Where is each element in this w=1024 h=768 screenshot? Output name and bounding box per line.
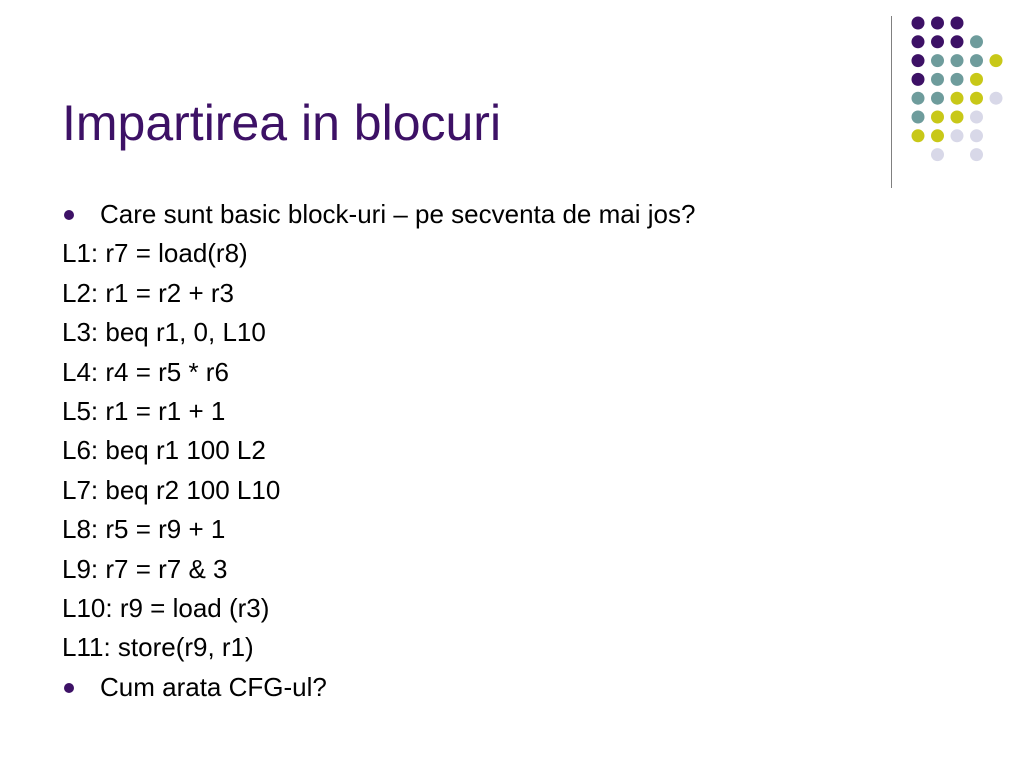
decorative-dot [912,129,925,142]
code-line: L11: store(r9, r1) [62,632,254,663]
decorative-dot [970,129,983,142]
decorative-dot [931,17,944,30]
code-line: L9: r7 = r7 & 3 [62,553,228,584]
code-line: L5: r1 = r1 + 1 [62,395,226,426]
bullet-item [62,668,962,707]
decorative-dot [951,73,964,86]
code-line: L7: beq r2 100 L10 [62,474,281,505]
decorative-dot [970,54,983,67]
decorative-dot [931,35,944,48]
decorative-dot [970,111,983,124]
decorative-dot [931,92,944,105]
bullet-item [62,195,962,234]
decorative-dot [951,17,964,30]
bullet-text: Cum arata CFG-ul? [100,671,327,702]
decorative-dot [970,148,983,161]
decorative-dot [912,17,925,30]
decorative-dot [951,111,964,124]
decorative-dot [970,92,983,105]
decorative-dot [970,73,983,86]
decorative-dot [951,54,964,67]
decorative-dot [931,54,944,67]
decorative-dot [931,148,944,161]
code-line: L2: r1 = r2 + r3 [62,277,234,308]
bullet-icon [64,210,74,220]
code-line: L4: r4 = r5 * r6 [62,356,229,387]
decorative-dot [951,92,964,105]
code-line: L8: r5 = r9 + 1 [62,514,226,545]
slide-body [62,195,962,707]
decorative-dot [951,35,964,48]
decorative-dot [912,54,925,67]
decorative-dot [990,92,1003,105]
slide-title: Impartirea in blocuri [62,95,502,151]
decorative-dot [931,73,944,86]
decorative-dot [912,92,925,105]
code-line: L1: r7 = load(r8) [62,238,248,269]
code-line: L10: r9 = load (r3) [62,592,270,623]
decorative-dot [912,73,925,86]
bullet-icon [64,683,74,693]
code-line: L3: beq r1, 0, L10 [62,317,266,348]
decorative-dot [970,35,983,48]
decorative-dot [951,129,964,142]
decorative-dot [990,54,1003,67]
code-line: L6: beq r1 100 L2 [62,435,266,466]
decorative-dot [931,129,944,142]
decorative-dot [912,35,925,48]
decorative-dot [912,111,925,124]
decorative-dot [931,111,944,124]
bullet-text: Care sunt basic block-uri – pe secventa de mai jos? [100,199,696,229]
vertical-divider [891,16,892,188]
